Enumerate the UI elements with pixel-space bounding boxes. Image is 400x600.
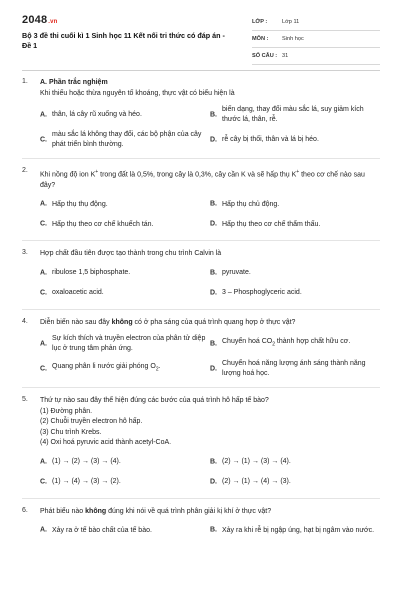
option-a[interactable] bbox=[40, 334, 210, 353]
question-text-part: có ở pha sáng của quá trình quang hợp ở thực vật? bbox=[132, 318, 296, 326]
question-2 bbox=[22, 167, 380, 241]
answer-options bbox=[40, 105, 380, 155]
option-text: Xảy ra khi rễ bị ngập úng, hạt bị ngâm vào nước. bbox=[222, 526, 375, 534]
statement-item: (3) Chu trình Krebs. bbox=[40, 428, 102, 436]
question-text bbox=[40, 167, 380, 191]
question-4 bbox=[22, 318, 380, 389]
option-a[interactable] bbox=[40, 266, 210, 280]
statement-item: (2) Chuỗi truyền electron hô hấp. bbox=[40, 418, 143, 426]
option-b[interactable] bbox=[210, 523, 380, 537]
option-d[interactable] bbox=[210, 286, 380, 300]
question-number: 2. bbox=[22, 167, 28, 174]
option-text bbox=[222, 337, 350, 350]
option-letter: A. bbox=[40, 110, 47, 118]
option-text: biến dạng, thay đổi màu sắc lá, suy giảm kích thước lá, thân, rễ. bbox=[222, 106, 364, 123]
option-letter: C. bbox=[40, 220, 47, 228]
option-text: (1) → (2) → (3) → (4). bbox=[52, 458, 121, 466]
option-text: Hấp thụ theo cơ chế thẩm thấu. bbox=[222, 220, 321, 228]
question-number: 6. bbox=[22, 506, 28, 514]
question-number: 1. bbox=[22, 78, 28, 85]
question-number: 5. bbox=[22, 396, 28, 404]
question-text: Khi thiếu hoặc thừa nguyên tố khoáng, thực vật có biểu hiện là bbox=[40, 89, 235, 97]
option-text: màu sắc lá không thay đổi, các bộ phận của cây phát triển bình thường. bbox=[52, 131, 202, 148]
option-text: pyruvate. bbox=[222, 269, 251, 277]
answer-options bbox=[40, 334, 380, 384]
question-text-part: Khi nồng độ ion K bbox=[40, 171, 96, 179]
option-text: oxaloacetic acid. bbox=[52, 289, 104, 297]
option-letter: A. bbox=[40, 269, 47, 277]
option-text: ribulose 1,5 biphosphate. bbox=[52, 269, 131, 277]
question-divider bbox=[22, 498, 380, 499]
option-text: Sự kích thích và truyền electron của phân tử diệp lục ở trung tâm phản ứng. bbox=[52, 335, 206, 352]
option-a[interactable] bbox=[40, 197, 210, 211]
option-letter: C. bbox=[40, 478, 47, 486]
option-letter: D. bbox=[210, 135, 217, 143]
question-text: Hợp chất đầu tiên được tạo thành trong chu trình Calvin là bbox=[40, 250, 222, 258]
option-c[interactable] bbox=[40, 286, 210, 300]
meta-table bbox=[252, 16, 380, 67]
option-text: (1) → (4) → (3) → (2). bbox=[52, 478, 121, 486]
subscript: 2 bbox=[272, 341, 275, 348]
option-letter: A. bbox=[40, 526, 47, 534]
question-text-part: theo cơ chế nào sau đây? bbox=[40, 171, 365, 189]
option-letter: C. bbox=[40, 135, 47, 143]
answer-options bbox=[40, 266, 380, 306]
document-title: Bộ 3 đề thi cuối kì 1 Sinh học 11 Kết nối tri thức có đáp án - Đề 1 bbox=[22, 31, 225, 50]
option-b[interactable] bbox=[210, 455, 380, 469]
statement-list bbox=[40, 407, 380, 449]
question-text bbox=[40, 507, 380, 518]
document-header bbox=[22, 14, 380, 72]
question-3 bbox=[22, 249, 380, 310]
emphasis-text: không bbox=[85, 507, 107, 515]
question-1 bbox=[22, 78, 380, 159]
logo-suffix: .vn bbox=[48, 19, 58, 25]
option-letter: B. bbox=[210, 526, 217, 534]
meta-key: SỐ CÂU : bbox=[252, 53, 278, 59]
option-text: rễ cây bị thối, thân và lá bị héo. bbox=[222, 135, 319, 143]
option-text: thân, lá cây rũ xuống và héo. bbox=[52, 110, 142, 118]
option-text: Hấp thụ chủ động. bbox=[222, 200, 280, 208]
question-number: 4. bbox=[22, 317, 28, 325]
option-a[interactable] bbox=[40, 523, 210, 537]
statement-item: (4) Oxi hoá pyruvic acid thành acetyl-CoA. bbox=[40, 439, 172, 447]
option-b[interactable] bbox=[210, 266, 380, 280]
meta-key: MÔN : bbox=[252, 36, 269, 42]
option-b[interactable] bbox=[210, 105, 380, 124]
question-text-part: Phát biểu nào bbox=[40, 507, 86, 515]
logo-text: 2048 bbox=[22, 14, 48, 26]
emphasis-text: không bbox=[111, 318, 133, 326]
option-text-part: . bbox=[158, 363, 161, 371]
option-text: (2) → (1) → (3) → (4). bbox=[222, 458, 291, 466]
option-letter: B. bbox=[210, 110, 217, 118]
meta-row-class bbox=[252, 16, 380, 31]
subscript: 2 bbox=[155, 366, 159, 373]
option-d[interactable] bbox=[210, 359, 380, 378]
option-letter: A. bbox=[40, 458, 47, 466]
option-text: Hấp thụ theo cơ chế khuếch tán. bbox=[52, 220, 154, 228]
option-b[interactable] bbox=[210, 334, 380, 353]
option-letter: D. bbox=[210, 478, 217, 486]
answer-options bbox=[40, 455, 380, 495]
option-d[interactable] bbox=[210, 217, 380, 231]
option-a[interactable] bbox=[40, 105, 210, 124]
meta-row-count bbox=[252, 50, 380, 65]
option-letter: B. bbox=[210, 340, 217, 348]
option-letter: A. bbox=[40, 340, 47, 348]
option-letter: D. bbox=[210, 365, 217, 373]
meta-value: Sinh học bbox=[282, 36, 304, 42]
option-d[interactable] bbox=[210, 130, 380, 149]
question-number: 3. bbox=[22, 249, 28, 257]
option-b[interactable] bbox=[210, 197, 380, 211]
option-c[interactable] bbox=[40, 130, 210, 149]
question-text bbox=[40, 318, 380, 329]
superscript: + bbox=[296, 169, 300, 175]
option-text: Xảy ra ở tế bào chất của tế bào. bbox=[52, 526, 152, 534]
statement-item: (1) Đường phân. bbox=[40, 407, 93, 415]
option-letter: D. bbox=[210, 220, 217, 228]
answer-options bbox=[40, 197, 380, 237]
option-text-part: Quang phân li nước giải phóng O bbox=[52, 363, 156, 371]
option-letter: B. bbox=[210, 200, 217, 208]
option-text: Chuyển hoá năng lượng ánh sáng thành năng lượng hoá học. bbox=[222, 360, 366, 377]
site-logo[interactable] bbox=[22, 14, 58, 26]
option-text: 3 – Phosphoglyceric acid. bbox=[222, 289, 302, 297]
question-divider bbox=[22, 158, 380, 159]
question-text: Thứ tự nào sau đây thể hiện đúng các bước của quá trình hô hấp tế bào? bbox=[40, 397, 269, 405]
question-divider bbox=[22, 240, 380, 241]
question-5 bbox=[22, 396, 380, 499]
meta-value: 31 bbox=[282, 53, 289, 59]
option-letter: B. bbox=[210, 458, 217, 466]
answer-options bbox=[40, 523, 380, 543]
question-divider bbox=[22, 309, 380, 310]
option-letter: D. bbox=[210, 289, 217, 297]
option-c[interactable] bbox=[40, 217, 210, 231]
option-text: Hấp thụ thụ động. bbox=[52, 200, 108, 208]
question-divider bbox=[22, 387, 380, 388]
option-letter: C. bbox=[40, 289, 47, 297]
question-text-part: đúng khi nói về quá trình phân giải kị khí ở thực vật? bbox=[106, 507, 272, 515]
option-letter: A. bbox=[40, 200, 47, 208]
meta-row-subject bbox=[252, 33, 380, 48]
option-text bbox=[52, 362, 161, 375]
option-letter: C. bbox=[40, 365, 47, 373]
option-text: (2) → (1) → (4) → (3). bbox=[222, 478, 291, 486]
question-text-part: trong đất là 0,5%, trong cây là 0,3%, cây cần K và sẽ hấp thụ K bbox=[98, 171, 297, 179]
option-a[interactable] bbox=[40, 455, 210, 469]
header-divider bbox=[22, 70, 380, 71]
option-text-part: thành hợp chất hữu cơ. bbox=[274, 338, 351, 346]
section-title: A. Phần trắc nghiệm bbox=[40, 79, 108, 86]
meta-key: LỚP : bbox=[252, 19, 268, 25]
question-list bbox=[22, 78, 380, 543]
option-c[interactable] bbox=[40, 359, 210, 378]
option-text-part: Chuyển hoá CO bbox=[222, 338, 273, 346]
question-6 bbox=[22, 507, 380, 544]
option-d[interactable] bbox=[210, 475, 380, 489]
option-letter: B. bbox=[210, 269, 217, 277]
question-text-part: Diễn biến nào sau đây bbox=[40, 318, 112, 326]
superscript: + bbox=[95, 169, 99, 175]
option-c[interactable] bbox=[40, 475, 210, 489]
meta-value: Lớp 11 bbox=[282, 19, 300, 25]
